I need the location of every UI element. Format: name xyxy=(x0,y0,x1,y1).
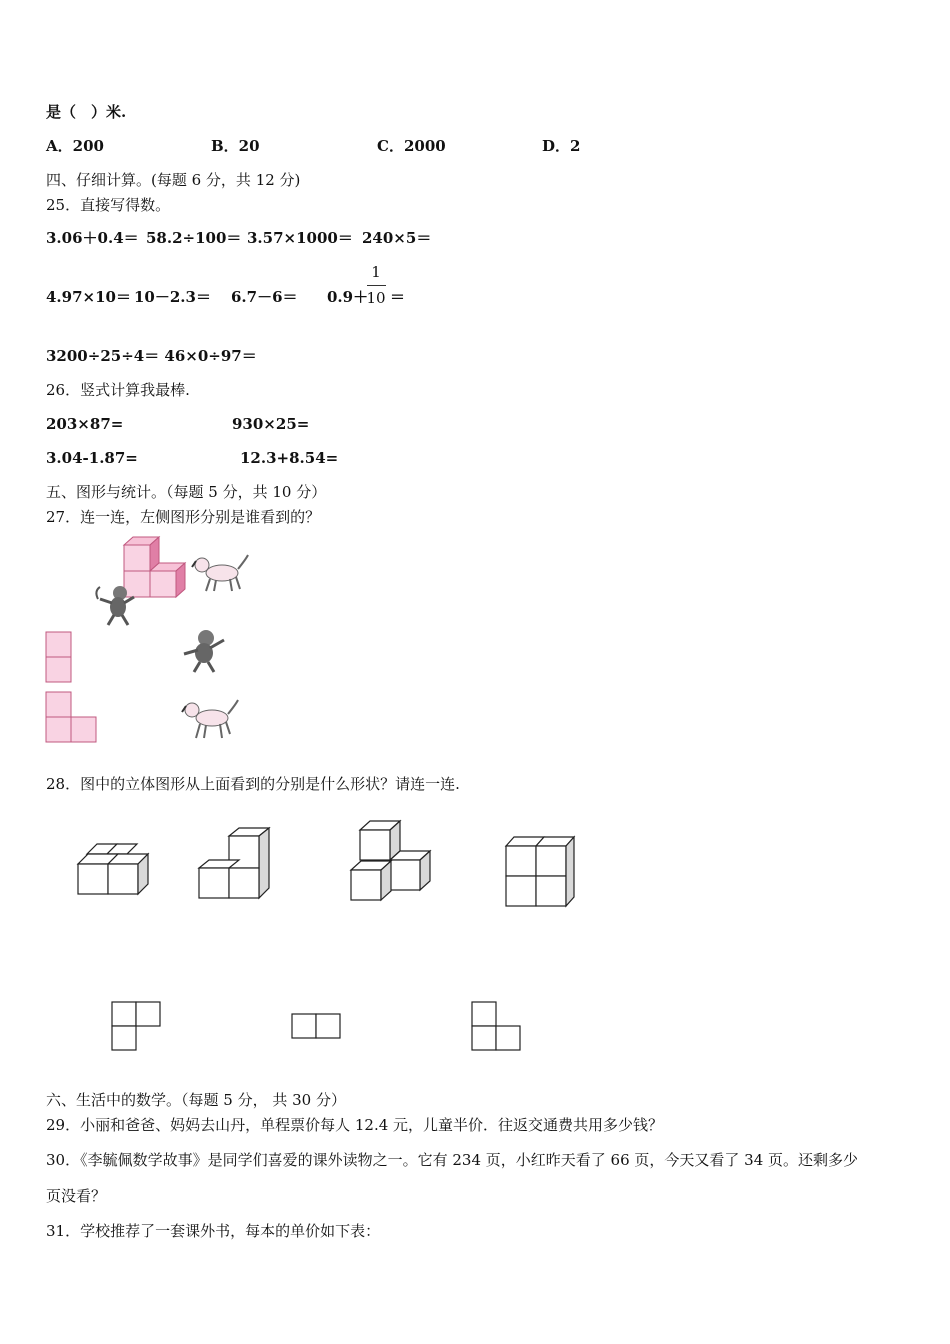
q30-line2: 页没看？ xyxy=(46,1187,107,1205)
q25-item-7: 6.7－6＝ xyxy=(231,288,298,306)
q28-top-view-2[interactable] xyxy=(290,1012,344,1042)
q31-text: 31．学校推荐了一套课外书，每本的单价如下表： xyxy=(46,1222,381,1240)
q27-view-vertical[interactable] xyxy=(44,630,74,685)
fraction-denominator: 10 xyxy=(366,289,386,307)
q26-title: 26．竖式计算我最棒. xyxy=(46,381,190,399)
section5-heading: 五、图形与统计。（每题 5 分，共 10 分） xyxy=(46,483,327,501)
q25-title: 25．直接写得数。 xyxy=(46,196,171,214)
q24-option-b[interactable]: B．20 xyxy=(211,137,260,155)
pink-cube-stack xyxy=(124,537,185,597)
q25-row3: 3200÷25÷4＝ 46×0÷97＝ xyxy=(46,347,257,365)
q27-cube-stack-figure xyxy=(80,535,260,630)
q25-item-1: 3.06＋0.4＝ xyxy=(46,229,139,247)
q25-item-3: 3.57×1000＝ xyxy=(247,229,353,247)
q27-view-l-shape[interactable] xyxy=(44,690,100,745)
monkey-icon[interactable] xyxy=(180,628,230,676)
q26-item-1: 203×87= xyxy=(46,415,124,433)
q24-stem: 是（ ）米. xyxy=(46,103,127,121)
q25-item-8-suffix: ＝ xyxy=(390,288,406,306)
section4-heading: 四、仔细计算。(每题 6 分，共 12 分) xyxy=(46,171,301,189)
q28-solid-3[interactable] xyxy=(348,818,434,904)
q28-title: 28．图中的立体图形从上面看到的分别是什么形状？请连一连. xyxy=(46,775,460,793)
q25-item-8-prefix: 0.9＋ xyxy=(327,288,369,306)
fraction-numerator: 1 xyxy=(371,263,381,281)
q26-item-2: 930×25= xyxy=(232,415,310,433)
q28-top-view-1[interactable] xyxy=(110,1000,164,1054)
q27-title: 27．连一连，左侧图形分别是谁看到的？ xyxy=(46,508,321,526)
q24-option-d[interactable]: D．2 xyxy=(542,137,581,155)
dog-icon[interactable] xyxy=(180,698,242,744)
q29-text: 29．小丽和爸爸、妈妈去山丹，单程票价每人 12.4 元，儿童半价．往返交通费共用多少钱？ xyxy=(46,1116,664,1134)
section6-heading: 六、生活中的数学。（每题 5 分， 共 30 分） xyxy=(46,1091,346,1109)
q28-solid-1[interactable] xyxy=(75,838,155,898)
q25-item-4: 240×5＝ xyxy=(362,229,432,247)
q25-item-2: 58.2÷100＝ xyxy=(146,229,242,247)
q26-item-3: 3.04-1.87= xyxy=(46,449,138,467)
q24-option-a[interactable]: A．200 xyxy=(46,137,104,155)
fraction-bar xyxy=(367,285,386,286)
q30-line1: 30．《李毓佩数学故事》是同学们喜爱的课外读物之一。它有 234 页，小红昨天看了 66 页，今天又看了 34 页。还剩多少 xyxy=(46,1151,859,1169)
q24-option-c[interactable]: C．2000 xyxy=(377,137,446,155)
dog-icon xyxy=(192,555,248,591)
q28-solid-4[interactable] xyxy=(503,834,583,910)
q26-item-4: 12.3+8.54= xyxy=(240,449,339,467)
q25-item-5: 4.97×10＝ xyxy=(46,288,131,306)
q25-item-6: 10－2.3＝ xyxy=(134,288,211,306)
q28-solid-2[interactable] xyxy=(196,826,276,901)
q28-top-view-3[interactable] xyxy=(470,1000,524,1054)
